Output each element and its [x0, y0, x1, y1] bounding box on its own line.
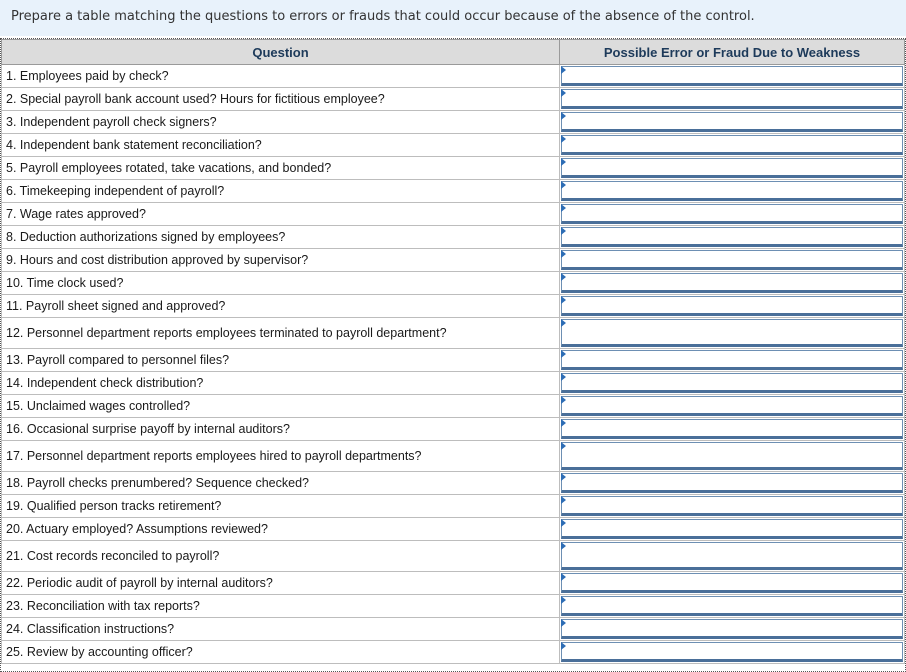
question-cell: 1. Employees paid by check?: [2, 65, 560, 88]
answer-cell: [560, 226, 905, 249]
table-row: [2, 88, 905, 111]
answer-cell: [560, 418, 905, 441]
answer-input[interactable]: [561, 273, 903, 293]
answer-input[interactable]: [561, 135, 903, 155]
answer-cell: [560, 618, 905, 641]
answer-cell: [560, 595, 905, 618]
table-row: [2, 495, 905, 518]
answer-input[interactable]: [561, 419, 903, 439]
table-row: [2, 226, 905, 249]
dropdown-marker-icon: [561, 204, 566, 212]
question-cell: 20. Actuary employed? Assumptions reviewed?: [2, 518, 560, 541]
question-cell: 2. Special payroll bank account used? Hours for fictitious employee?: [2, 88, 560, 111]
answer-input[interactable]: [561, 112, 903, 132]
answer-input[interactable]: [561, 181, 903, 201]
answer-cell: [560, 180, 905, 203]
question-column-header: Question: [2, 40, 560, 65]
dropdown-marker-icon: [561, 296, 566, 304]
question-cell: 19. Qualified person tracks retirement?: [2, 495, 560, 518]
dropdown-marker-icon: [561, 373, 566, 381]
answer-cell: [560, 395, 905, 418]
answer-input[interactable]: [561, 158, 903, 178]
question-cell: 14. Independent check distribution?: [2, 372, 560, 395]
question-cell: 4. Independent bank statement reconciliation?: [2, 134, 560, 157]
answer-input[interactable]: [561, 573, 903, 593]
answer-cell: [560, 472, 905, 495]
question-cell: 15. Unclaimed wages controlled?: [2, 395, 560, 418]
question-cell: 5. Payroll employees rotated, take vacations, and bonded?: [2, 157, 560, 180]
table-row: [2, 295, 905, 318]
answer-input[interactable]: [561, 350, 903, 370]
dropdown-marker-icon: [561, 227, 566, 235]
answer-input[interactable]: [561, 642, 903, 662]
dropdown-marker-icon: [561, 89, 566, 97]
question-cell: 11. Payroll sheet signed and approved?: [2, 295, 560, 318]
table-row: [2, 349, 905, 372]
question-cell: 22. Periodic audit of payroll by internal auditors?: [2, 572, 560, 595]
table-row: [2, 65, 905, 88]
answer-cell: [560, 65, 905, 88]
dropdown-marker-icon: [561, 496, 566, 504]
answer-cell: [560, 249, 905, 272]
answer-cell: [560, 203, 905, 226]
answer-input[interactable]: [561, 396, 903, 416]
question-cell: 21. Cost records reconciled to payroll?: [2, 541, 560, 572]
dropdown-marker-icon: [561, 396, 566, 404]
answer-cell: [560, 372, 905, 395]
dropdown-marker-icon: [561, 112, 566, 120]
instructions-text: Prepare a table matching the questions to errors or frauds that could occur because of the absence of the control.: [0, 0, 906, 36]
dropdown-marker-icon: [561, 642, 566, 650]
question-cell: 17. Personnel department reports employees hired to payroll departments?: [2, 441, 560, 472]
dropdown-marker-icon: [561, 596, 566, 604]
question-table-container: [0, 38, 906, 672]
table-row: [2, 418, 905, 441]
table-row: [2, 472, 905, 495]
table-row: [2, 318, 905, 349]
table-row: [2, 618, 905, 641]
table-row: [2, 134, 905, 157]
question-cell: 6. Timekeeping independent of payroll?: [2, 180, 560, 203]
dropdown-marker-icon: [561, 158, 566, 166]
table-row: [2, 111, 905, 134]
dropdown-marker-icon: [561, 573, 566, 581]
question-cell: 24. Classification instructions?: [2, 618, 560, 641]
dropdown-marker-icon: [561, 66, 566, 74]
answer-cell: [560, 157, 905, 180]
question-cell: 12. Personnel department reports employees terminated to payroll department?: [2, 318, 560, 349]
table-row: [2, 372, 905, 395]
answer-cell: [560, 272, 905, 295]
dropdown-marker-icon: [561, 250, 566, 258]
table-row: [2, 541, 905, 572]
table-row: [2, 272, 905, 295]
answer-cell: [560, 295, 905, 318]
table-header-row: [2, 40, 905, 65]
answer-input[interactable]: [561, 296, 903, 316]
dropdown-marker-icon: [561, 619, 566, 627]
table-row: [2, 180, 905, 203]
answer-cell: [560, 318, 905, 349]
answer-cell: [560, 572, 905, 595]
answer-column-header: Possible Error or Fraud Due to Weakness: [560, 40, 905, 65]
answer-input[interactable]: [561, 496, 903, 516]
answer-input[interactable]: [561, 204, 903, 224]
dropdown-marker-icon: [561, 442, 566, 450]
dropdown-marker-icon: [561, 542, 566, 550]
answer-input[interactable]: [561, 442, 903, 470]
table-row: [2, 395, 905, 418]
answer-input[interactable]: [561, 373, 903, 393]
question-cell: 16. Occasional surprise payoff by internal auditors?: [2, 418, 560, 441]
answer-cell: [560, 349, 905, 372]
dropdown-marker-icon: [561, 135, 566, 143]
table-body: [2, 65, 905, 664]
dropdown-marker-icon: [561, 273, 566, 281]
answer-input[interactable]: [561, 319, 903, 347]
dropdown-marker-icon: [561, 473, 566, 481]
table-row: [2, 572, 905, 595]
question-cell: 18. Payroll checks prenumbered? Sequence checked?: [2, 472, 560, 495]
question-cell: 25. Review by accounting officer?: [2, 641, 560, 664]
answer-cell: [560, 541, 905, 572]
question-cell: 13. Payroll compared to personnel files?: [2, 349, 560, 372]
answer-input[interactable]: [561, 250, 903, 270]
question-cell: 7. Wage rates approved?: [2, 203, 560, 226]
answer-cell: [560, 88, 905, 111]
answer-cell: [560, 441, 905, 472]
question-cell: 8. Deduction authorizations signed by employees?: [2, 226, 560, 249]
answer-input[interactable]: [561, 227, 903, 247]
question-table: [1, 39, 905, 664]
table-row: [2, 595, 905, 618]
answer-cell: [560, 134, 905, 157]
answer-input[interactable]: [561, 89, 903, 109]
answer-input[interactable]: [561, 596, 903, 616]
table-row: [2, 441, 905, 472]
dropdown-marker-icon: [561, 419, 566, 427]
table-row: [2, 157, 905, 180]
answer-cell: [560, 641, 905, 664]
table-row: [2, 203, 905, 226]
question-cell: 10. Time clock used?: [2, 272, 560, 295]
table-row: [2, 249, 905, 272]
question-cell: 3. Independent payroll check signers?: [2, 111, 560, 134]
dropdown-marker-icon: [561, 350, 566, 358]
dropdown-marker-icon: [561, 519, 566, 527]
answer-input[interactable]: [561, 519, 903, 539]
answer-cell: [560, 111, 905, 134]
question-cell: 9. Hours and cost distribution approved by supervisor?: [2, 249, 560, 272]
answer-input[interactable]: [561, 66, 903, 86]
answer-input[interactable]: [561, 542, 903, 570]
answer-cell: [560, 518, 905, 541]
table-row: [2, 518, 905, 541]
dropdown-marker-icon: [561, 181, 566, 189]
table-row: [2, 641, 905, 664]
answer-input[interactable]: [561, 473, 903, 493]
answer-input[interactable]: [561, 619, 903, 639]
answer-cell: [560, 495, 905, 518]
question-cell: 23. Reconciliation with tax reports?: [2, 595, 560, 618]
dropdown-marker-icon: [561, 319, 566, 327]
